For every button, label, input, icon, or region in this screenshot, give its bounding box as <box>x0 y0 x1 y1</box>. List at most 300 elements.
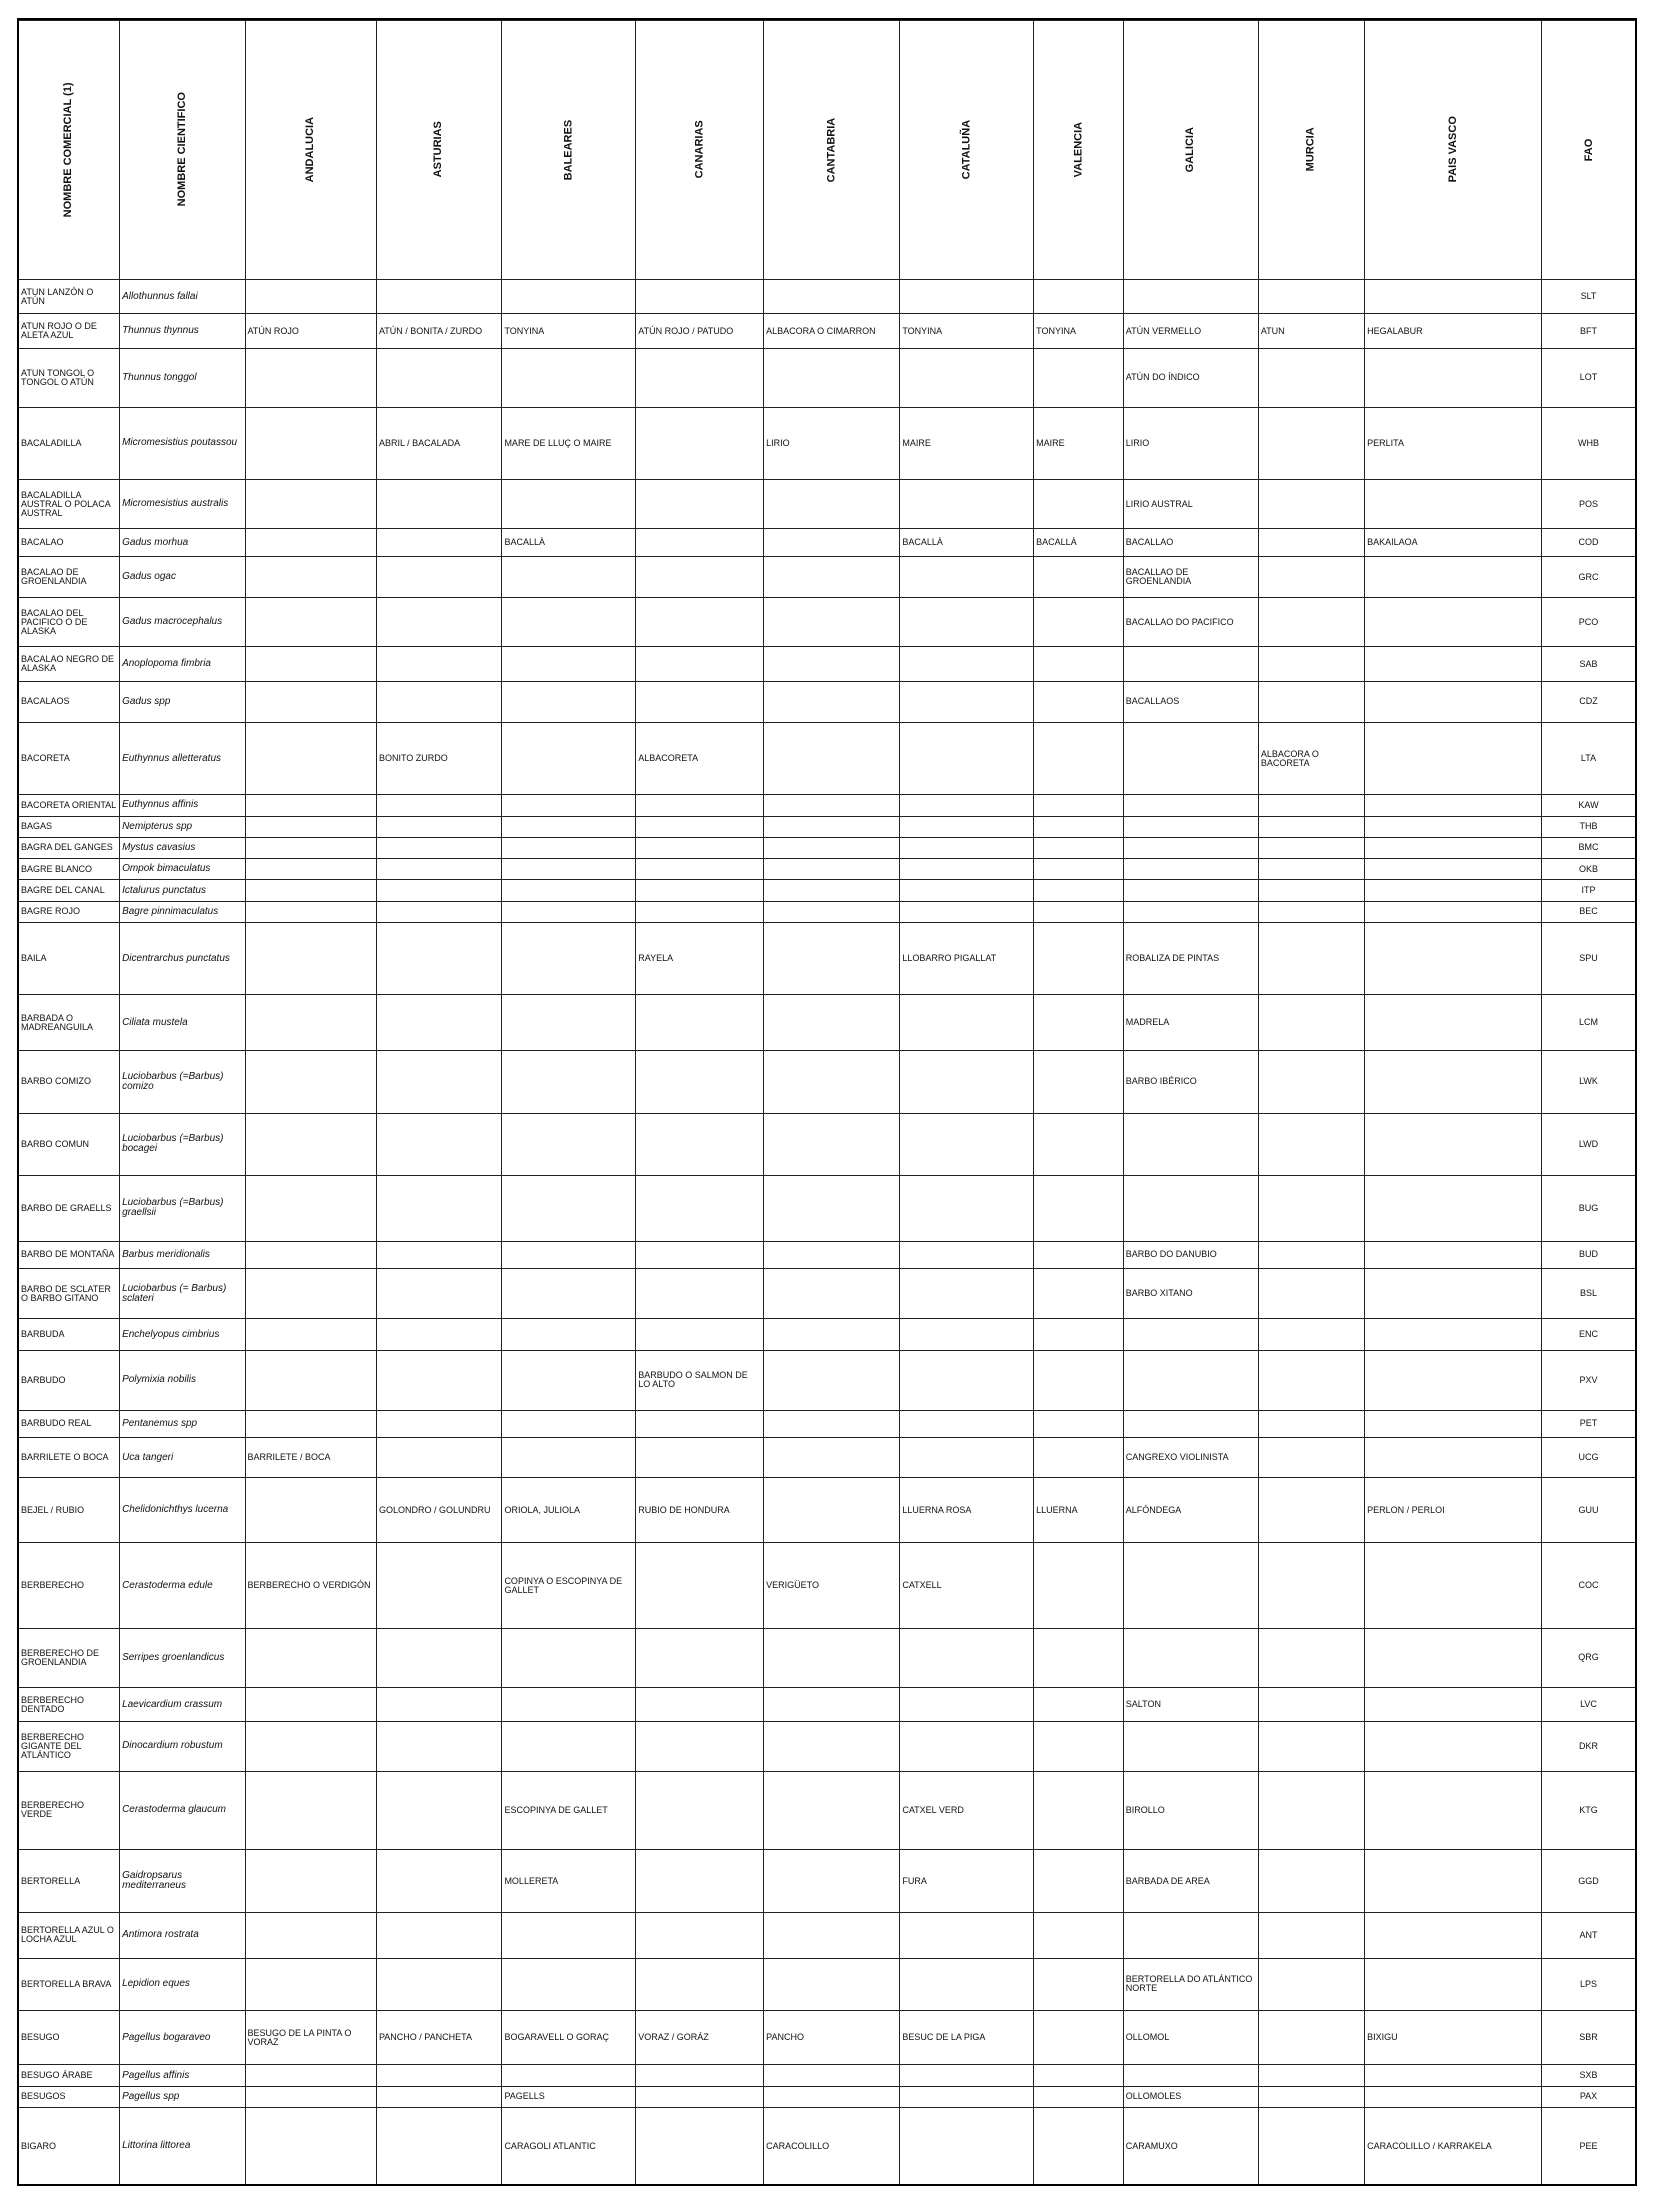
commercial-name-cell: BERBERECHO <box>18 1543 120 1628</box>
region-name-cell <box>1258 1241 1364 1269</box>
scientific-name-cell: Cerastoderma glaucum <box>120 1771 245 1850</box>
region-name-cell <box>245 722 376 794</box>
region-name-cell <box>900 1912 1034 1958</box>
table-row <box>18 2108 1636 2186</box>
region-name-cell <box>245 1958 376 2011</box>
region-name-cell <box>1034 880 1124 901</box>
region-name-cell: LLUERNA <box>1034 1477 1124 1543</box>
table-row <box>18 1912 1636 1958</box>
scientific-name-cell: Uca tangeri <box>120 1438 245 1477</box>
header-fao: FAO <box>1542 20 1637 279</box>
region-name-cell <box>1123 1318 1258 1351</box>
region-name-cell <box>376 901 501 922</box>
commercial-name-cell: BARBUDO <box>18 1351 120 1410</box>
header-region: BALEARES <box>502 20 636 279</box>
region-name-cell <box>1034 1958 1124 2011</box>
region-name-cell <box>900 816 1034 837</box>
region-name-cell <box>900 880 1034 901</box>
region-name-cell <box>1123 795 1258 816</box>
region-name-cell <box>1034 2011 1124 2065</box>
region-name-cell <box>764 1687 900 1721</box>
region-name-cell <box>1365 2065 1542 2086</box>
table-row <box>18 1687 1636 1721</box>
scientific-name-cell: Littorina littorea <box>120 2108 245 2186</box>
region-name-cell <box>1258 647 1364 681</box>
region-name-cell <box>376 923 501 995</box>
region-name-cell <box>245 348 376 407</box>
region-name-cell <box>245 1722 376 1771</box>
table-row <box>18 1051 1636 1113</box>
region-name-cell: CARACOLILLO <box>764 2108 900 2186</box>
region-name-cell <box>900 557 1034 598</box>
region-name-cell <box>1034 795 1124 816</box>
commercial-name-cell: BACALAO NEGRO DE ALASKA <box>18 647 120 681</box>
region-name-cell <box>636 348 764 407</box>
region-name-cell <box>764 1912 900 1958</box>
region-name-cell <box>764 348 900 407</box>
region-name-cell <box>764 2065 900 2086</box>
region-name-cell <box>1258 2011 1364 2065</box>
region-name-cell <box>376 880 501 901</box>
region-name-cell <box>502 1410 636 1438</box>
region-name-cell <box>245 2065 376 2086</box>
region-name-cell <box>245 1687 376 1721</box>
region-name-cell: ALBACORA O BACORETA <box>1258 722 1364 794</box>
region-name-cell <box>502 722 636 794</box>
region-name-cell <box>1365 1687 1542 1721</box>
region-name-cell <box>764 859 900 880</box>
region-name-cell: MAIRE <box>1034 407 1124 479</box>
fao-code-cell: SXB <box>1542 2065 1637 2086</box>
table-row <box>18 901 1636 922</box>
region-name-cell <box>1258 407 1364 479</box>
region-name-cell <box>502 598 636 647</box>
region-name-cell <box>1365 837 1542 858</box>
region-name-cell <box>1258 1850 1364 1912</box>
scientific-name-cell: Laevicardium crassum <box>120 1687 245 1721</box>
region-name-cell <box>764 681 900 722</box>
table-row <box>18 407 1636 479</box>
region-name-cell <box>1034 816 1124 837</box>
region-name-cell <box>376 995 501 1051</box>
header-region: GALICIA <box>1123 20 1258 279</box>
region-name-cell <box>764 880 900 901</box>
region-name-cell <box>245 1477 376 1543</box>
region-name-cell <box>1365 647 1542 681</box>
region-name-cell <box>636 2108 764 2186</box>
fao-code-cell: PAX <box>1542 2086 1637 2107</box>
region-name-cell <box>764 1477 900 1543</box>
region-name-cell <box>376 557 501 598</box>
region-name-cell <box>1365 480 1542 529</box>
region-name-cell <box>1258 1628 1364 1687</box>
region-name-cell <box>376 2065 501 2086</box>
region-name-cell <box>900 1628 1034 1687</box>
header-region: CANARIAS <box>636 20 764 279</box>
region-name-cell <box>245 1113 376 1175</box>
region-name-cell <box>636 1628 764 1687</box>
table-row <box>18 816 1636 837</box>
region-name-cell <box>900 2086 1034 2107</box>
region-name-cell <box>1365 1850 1542 1912</box>
region-name-cell: LIRIO <box>1123 407 1258 479</box>
region-name-cell <box>376 1850 501 1912</box>
region-name-cell <box>502 880 636 901</box>
commercial-name-cell: BACORETA <box>18 722 120 794</box>
region-name-cell <box>900 1318 1034 1351</box>
commercial-name-cell: BESUGO ÁRABE <box>18 2065 120 2086</box>
region-name-cell <box>1034 1628 1124 1687</box>
region-name-cell <box>1365 1175 1542 1241</box>
region-name-cell <box>900 1241 1034 1269</box>
region-name-cell <box>764 1438 900 1477</box>
commercial-name-cell: BARBUDO REAL <box>18 1410 120 1438</box>
region-name-cell <box>764 1850 900 1912</box>
fao-code-cell: GUU <box>1542 1477 1637 1543</box>
region-name-cell <box>900 995 1034 1051</box>
scientific-name-cell: Allothunnus fallai <box>120 279 245 313</box>
fao-code-cell: LVC <box>1542 1687 1637 1721</box>
region-name-cell <box>636 1051 764 1113</box>
region-name-cell <box>1365 1912 1542 1958</box>
region-name-cell: TONYINA <box>1034 314 1124 348</box>
region-name-cell: ROBALIZA DE PINTAS <box>1123 923 1258 995</box>
fao-code-cell: SBR <box>1542 2011 1637 2065</box>
region-name-cell <box>636 647 764 681</box>
region-name-cell <box>245 901 376 922</box>
region-name-cell <box>636 1722 764 1771</box>
region-name-cell <box>1123 1410 1258 1438</box>
region-name-cell <box>1123 722 1258 794</box>
fao-code-cell: CDZ <box>1542 681 1637 722</box>
scientific-name-cell: Ompok bimaculatus <box>120 859 245 880</box>
region-name-cell <box>900 279 1034 313</box>
region-name-cell <box>636 1912 764 1958</box>
table-row <box>18 1175 1636 1241</box>
region-name-cell <box>502 681 636 722</box>
region-name-cell <box>1258 529 1364 557</box>
region-name-cell <box>636 1241 764 1269</box>
region-name-cell <box>245 995 376 1051</box>
region-name-cell <box>376 1722 501 1771</box>
region-name-cell <box>900 1687 1034 1721</box>
region-name-cell <box>502 348 636 407</box>
scientific-name-cell: Dicentrarchus punctatus <box>120 923 245 995</box>
commercial-name-cell: BEJEL / RUBIO <box>18 1477 120 1543</box>
region-name-cell <box>1034 995 1124 1051</box>
fao-code-cell: BMC <box>1542 837 1637 858</box>
region-name-cell <box>764 1318 900 1351</box>
region-name-cell <box>636 557 764 598</box>
region-name-cell <box>245 1241 376 1269</box>
table-row <box>18 598 1636 647</box>
region-name-cell: MADRELA <box>1123 995 1258 1051</box>
region-name-cell <box>900 901 1034 922</box>
fao-code-cell: GGD <box>1542 1850 1637 1912</box>
region-name-cell: LIRIO <box>764 407 900 479</box>
region-name-cell <box>245 647 376 681</box>
region-name-cell <box>502 1912 636 1958</box>
region-name-cell <box>1123 1543 1258 1628</box>
region-name-cell <box>502 995 636 1051</box>
region-name-cell <box>1034 1722 1124 1771</box>
region-name-cell: BESUC DE LA PIGA <box>900 2011 1034 2065</box>
region-name-cell <box>764 1051 900 1113</box>
region-name-cell <box>636 816 764 837</box>
region-name-cell <box>764 529 900 557</box>
table-row <box>18 880 1636 901</box>
region-name-cell <box>502 1269 636 1318</box>
fao-code-cell: LCM <box>1542 995 1637 1051</box>
region-name-cell: RAYELA <box>636 923 764 995</box>
region-name-cell <box>1258 880 1364 901</box>
region-name-cell <box>245 880 376 901</box>
table-row <box>18 923 1636 995</box>
region-name-cell <box>1123 1912 1258 1958</box>
region-name-cell <box>900 1438 1034 1477</box>
region-name-cell: BACALLÀ <box>900 529 1034 557</box>
region-name-cell <box>1365 1722 1542 1771</box>
fao-code-cell: THB <box>1542 816 1637 837</box>
region-name-cell: BACALLÀ <box>502 529 636 557</box>
region-name-cell: BARBUDO O SALMON DE LO ALTO <box>636 1351 764 1410</box>
region-name-cell <box>1034 681 1124 722</box>
region-name-cell: CARAGOLI ATLANTIC <box>502 2108 636 2186</box>
region-name-cell <box>764 995 900 1051</box>
region-name-cell: ATUN <box>1258 314 1364 348</box>
region-name-cell <box>502 795 636 816</box>
header-scientific-name: NOMBRE CIENTIFICO <box>120 20 245 279</box>
region-name-cell: VERIGÜETO <box>764 1543 900 1628</box>
region-name-cell <box>636 1410 764 1438</box>
region-name-cell: BARBO DO DANUBIO <box>1123 1241 1258 1269</box>
region-name-cell <box>376 647 501 681</box>
table-row <box>18 1628 1636 1687</box>
table-row <box>18 314 1636 348</box>
region-name-cell <box>1365 1438 1542 1477</box>
region-name-cell <box>245 407 376 479</box>
region-name-cell <box>1258 1410 1364 1438</box>
region-name-cell <box>376 1410 501 1438</box>
region-name-cell <box>376 795 501 816</box>
region-name-cell <box>1258 1351 1364 1410</box>
scientific-name-cell: Luciobarbus (=Barbus) graellsii <box>120 1175 245 1241</box>
region-name-cell <box>1258 1438 1364 1477</box>
region-name-cell <box>245 2086 376 2107</box>
region-name-cell: BAKAILAOA <box>1365 529 1542 557</box>
region-name-cell: CARACOLILLO / KARRAKELA <box>1365 2108 1542 2186</box>
region-name-cell <box>764 647 900 681</box>
region-name-cell <box>1034 1113 1124 1175</box>
region-name-cell <box>245 837 376 858</box>
region-name-cell <box>1365 279 1542 313</box>
region-name-cell <box>245 1850 376 1912</box>
commercial-name-cell: BERBERECHO VERDE <box>18 1771 120 1850</box>
region-name-cell: BOGARAVELL O GORAÇ <box>502 2011 636 2065</box>
region-name-cell <box>502 1351 636 1410</box>
region-name-cell <box>1034 2086 1124 2107</box>
commercial-name-cell: BAILA <box>18 923 120 995</box>
region-name-cell: PERLON / PERLOI <box>1365 1477 1542 1543</box>
region-name-cell <box>245 859 376 880</box>
region-name-cell: BERTORELLA DO ATLÁNTICO NORTE <box>1123 1958 1258 2011</box>
region-name-cell <box>1258 1318 1364 1351</box>
fao-code-cell: SAB <box>1542 647 1637 681</box>
region-name-cell <box>1034 598 1124 647</box>
region-name-cell: ESCOPINYA DE GALLET <box>502 1771 636 1850</box>
region-name-cell <box>1365 557 1542 598</box>
table-row <box>18 2065 1636 2086</box>
region-name-cell <box>636 2086 764 2107</box>
region-name-cell <box>636 795 764 816</box>
region-name-cell: BIROLLO <box>1123 1771 1258 1850</box>
region-name-cell <box>636 1958 764 2011</box>
fao-code-cell: GRC <box>1542 557 1637 598</box>
region-name-cell <box>764 2086 900 2107</box>
scientific-name-cell: Pagellus affinis <box>120 2065 245 2086</box>
table-row <box>18 837 1636 858</box>
commercial-name-cell: BERTORELLA BRAVA <box>18 1958 120 2011</box>
region-name-cell <box>376 598 501 647</box>
region-name-cell <box>1258 837 1364 858</box>
region-name-cell <box>900 1410 1034 1438</box>
region-name-cell <box>636 480 764 529</box>
scientific-name-cell: Nemipterus spp <box>120 816 245 837</box>
region-name-cell <box>1258 2086 1364 2107</box>
region-name-cell <box>1258 795 1364 816</box>
region-name-cell <box>502 1113 636 1175</box>
fao-code-cell: PET <box>1542 1410 1637 1438</box>
region-name-cell <box>502 1438 636 1477</box>
region-name-cell: BACALLÀ <box>1034 529 1124 557</box>
region-name-cell: MAIRE <box>900 407 1034 479</box>
region-name-cell <box>1123 1628 1258 1687</box>
header-region: CATALUÑA <box>900 20 1034 279</box>
region-name-cell: BONITO ZURDO <box>376 722 501 794</box>
commercial-name-cell: BACALAO DEL PACIFICO O DE ALASKA <box>18 598 120 647</box>
region-name-cell <box>376 1051 501 1113</box>
region-name-cell <box>502 859 636 880</box>
scientific-name-cell: Pagellus spp <box>120 2086 245 2107</box>
region-name-cell <box>1123 859 1258 880</box>
region-name-cell: CATXELL <box>900 1543 1034 1628</box>
region-name-cell <box>245 816 376 837</box>
region-name-cell: ORIOLA, JULIOLA <box>502 1477 636 1543</box>
region-name-cell <box>502 837 636 858</box>
region-name-cell <box>764 1113 900 1175</box>
scientific-name-cell: Enchelyopus cimbrius <box>120 1318 245 1351</box>
region-name-cell <box>376 1438 501 1477</box>
region-name-cell <box>900 1351 1034 1410</box>
region-name-cell: COPINYA O ESCOPINYA DE GALLET <box>502 1543 636 1628</box>
fao-code-cell: PCO <box>1542 598 1637 647</box>
region-name-cell <box>1034 279 1124 313</box>
region-name-cell <box>245 1318 376 1351</box>
region-name-cell <box>376 2086 501 2107</box>
region-name-cell <box>502 1175 636 1241</box>
region-name-cell <box>764 480 900 529</box>
region-name-cell <box>1034 348 1124 407</box>
region-name-cell <box>1365 995 1542 1051</box>
region-name-cell <box>245 1175 376 1241</box>
region-name-cell <box>245 681 376 722</box>
region-name-cell: ALBACORETA <box>636 722 764 794</box>
region-name-cell <box>636 279 764 313</box>
region-name-cell <box>1365 1051 1542 1113</box>
region-name-cell <box>1258 901 1364 922</box>
region-name-cell <box>1034 859 1124 880</box>
table-row <box>18 1438 1636 1477</box>
region-name-cell <box>245 1912 376 1958</box>
region-name-cell <box>1365 816 1542 837</box>
region-name-cell <box>502 1318 636 1351</box>
region-name-cell: PANCHO <box>764 2011 900 2065</box>
region-name-cell <box>1258 681 1364 722</box>
scientific-name-cell: Gadus ogac <box>120 557 245 598</box>
region-name-cell <box>636 1850 764 1912</box>
region-name-cell <box>1123 880 1258 901</box>
region-name-cell <box>245 529 376 557</box>
commercial-name-cell: BERTORELLA AZUL O LOCHA AZUL <box>18 1912 120 1958</box>
region-name-cell: PERLITA <box>1365 407 1542 479</box>
region-name-cell <box>636 1687 764 1721</box>
region-name-cell <box>502 1628 636 1687</box>
scientific-name-cell: Chelidonichthys lucerna <box>120 1477 245 1543</box>
fao-code-cell: LWD <box>1542 1113 1637 1175</box>
region-name-cell <box>376 1113 501 1175</box>
fao-code-cell: KTG <box>1542 1771 1637 1850</box>
region-name-cell: HEGALABUR <box>1365 314 1542 348</box>
table-row <box>18 1850 1636 1912</box>
region-name-cell <box>1365 859 1542 880</box>
region-name-cell: BACALLAO DO PACIFICO <box>1123 598 1258 647</box>
region-name-cell <box>245 1351 376 1410</box>
scientific-name-cell: Gaidropsarus mediterraneus <box>120 1850 245 1912</box>
commercial-name-cell: BARRILETE O BOCA <box>18 1438 120 1477</box>
commercial-name-cell: ATUN TONGOL O TONGOL O ATÚN <box>18 348 120 407</box>
region-name-cell <box>245 557 376 598</box>
region-name-cell <box>1258 1771 1364 1850</box>
region-name-cell <box>1365 348 1542 407</box>
region-name-cell <box>1365 1543 1542 1628</box>
fao-code-cell: POS <box>1542 480 1637 529</box>
region-name-cell <box>900 859 1034 880</box>
scientific-name-cell: Gadus morhua <box>120 529 245 557</box>
commercial-name-cell: BACALADILLA <box>18 407 120 479</box>
region-name-cell: LLUERNA ROSA <box>900 1477 1034 1543</box>
region-name-cell <box>1123 837 1258 858</box>
header-region: CANTABRIA <box>764 20 900 279</box>
region-name-cell <box>1258 1051 1364 1113</box>
region-name-cell <box>502 901 636 922</box>
region-name-cell <box>502 1241 636 1269</box>
scientific-name-cell: Thunnus tonggol <box>120 348 245 407</box>
region-name-cell <box>900 2065 1034 2086</box>
region-name-cell <box>502 2065 636 2086</box>
region-name-cell <box>1123 2065 1258 2086</box>
region-name-cell <box>636 837 764 858</box>
region-name-cell <box>1034 901 1124 922</box>
region-name-cell <box>1365 1771 1542 1850</box>
region-name-cell <box>376 1958 501 2011</box>
table-row <box>18 1269 1636 1318</box>
region-name-cell <box>1034 923 1124 995</box>
scientific-name-cell: Euthynnus alletteratus <box>120 722 245 794</box>
region-name-cell <box>1034 557 1124 598</box>
region-name-cell <box>636 1543 764 1628</box>
region-name-cell <box>764 1410 900 1438</box>
region-name-cell <box>1365 2086 1542 2107</box>
